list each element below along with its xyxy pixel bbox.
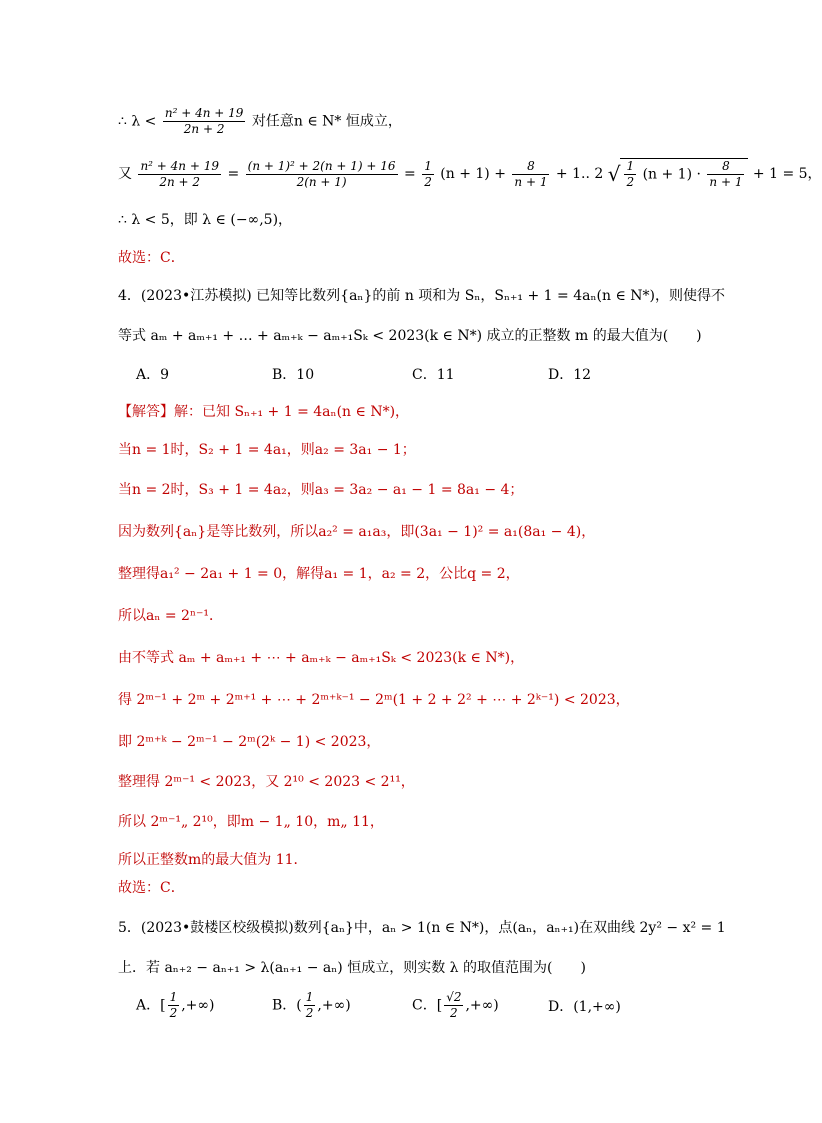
solution-line-8: 得 2ᵐ⁻¹ + 2ᵐ + 2ᵐ⁺¹ + ⋯ + 2ᵐ⁺ᵏ⁻¹ − 2ᵐ(1 + 2 + 2² + ⋯ + 2ᵏ⁻¹) < 2023， [118,692,630,708]
text: 又 [118,166,132,182]
solution-line-13: 故选：C． [118,880,185,896]
fraction: $\frac{8}{n + 1}$ [514,158,548,189]
sqrt-content: $\frac{1}{2}$ (n + 1) · $\frac{8}{n + 1}$ [620,158,748,190]
option-d: D．(1,+∞) [548,999,621,1015]
solution-line-9: 即 2ᵐ⁺ᵏ − 2ᵐ⁻¹ − 2ᵐ(2ᵏ − 1) < 2023， [118,734,381,750]
solution-line-1: 【解答】解：已知 Sₙ₊₁ + 1 = 4aₙ(n ∈ N*)， [118,404,410,420]
inequality-line [118,106,402,137]
denominator: 2n + 2 [183,122,225,136]
text: 对任意n ∈ N* 恒成立， [251,113,402,130]
solution-line-7: 由不等式 aₘ + aₘ₊₁ + ⋯ + aₘ₊ₖ − aₘ₊₁Sₖ < 2023(k ∈ N*)， [118,650,525,666]
option-c: C．11 [412,367,455,383]
solution-line-2: 当n = 1时，S₂ + 1 = 4a₁，则a₂ = 3a₁ − 1； [118,442,416,458]
question-4-line-2: 等式 aₘ + aₘ₊₁ + … + aₘ₊ₖ − aₘ₊₁Sₖ < 2023(k ∈ N*) 成立的正整数 m 的最大值为( ) [118,328,702,344]
option-c: C．[ $\frac{√2}{2}$ ,+∞) [412,990,499,1020]
fraction: $\frac{\text{(n + 1)² + 2(n + 1) + 16}}{2(n + 1)}$ [247,158,396,189]
equation-line: 又 $\frac{\text{n² + 4n + 19}}{2n + 2}$ = $\frac{\text{(n + 1)² + 2(n + 1) + 16}}{2(n + 1)}$ = $\frac{1}{2}$ (n + 1) + $\frac{8}{n + 1}$ + 1.. 2 √ $\frac{1}{2}$ (n + 1) · $\frac{8}{n + 1}$ + 1 = 5， [118,158,822,189]
solution-line-10: 整理得 2ᵐ⁻¹ < 2023，又 2¹⁰ < 2023 < 2¹¹， [118,774,415,790]
question-4-line-1: 4．(2023•江苏模拟) 已知等比数列{aₙ}的前 n 项和为 Sₙ，Sₙ₊₁ + 1 = 4aₙ(n ∈ N*)，则使得不 [118,288,725,304]
option-b: B．( $\frac{1}{2}$ ,+∞) [272,990,351,1020]
option-a: A．[ $\frac{1}{2}$ ,+∞) [136,990,215,1020]
fraction: $\frac{\text{n² + 4n + 19}}{2n + 2}$ [140,158,219,189]
solution-line-3: 当n = 2时，S₃ + 1 = 4a₂，则a₃ = 3a₂ − a₁ − 1 = 8a₁ − 4； [118,482,524,498]
conclusion-line: ∴ λ < 5，即 λ ∈ (−∞,5)， [118,212,293,228]
text: ∴ λ < [118,113,157,130]
solution-line-4: 因为数列{aₙ}是等比数列，所以a₂² = a₁a₃，即(3a₁ − 1)² = a₁(8a₁ − 4)， [118,524,596,540]
option-a: A．9 [136,367,170,383]
fraction [163,106,246,137]
solution-line-11: 所以 2ᵐ⁻¹„ 2¹⁰，即m − 1„ 10，m„ 11， [118,814,384,830]
option-d: D．12 [548,367,592,383]
fraction: $\frac{1}{2}$ [424,158,432,189]
numerator: n² + 4n + 19 [164,106,244,120]
solution-line-6: 所以aₙ = 2ⁿ⁻¹． [118,608,223,624]
solution-line-5: 整理得a₁² − 2a₁ + 1 = 0，解得a₁ = 1，a₂ = 2，公比q = 2， [118,566,520,582]
question-5-line-2: 上．若 aₙ₊₂ − aₙ₊₁ > λ(aₙ₊₁ − aₙ) 恒成立，则实数 λ 的取值范围为( ) [118,960,586,976]
sqrt-icon: √ [607,162,621,186]
solution-line-12: 所以正整数m的最大值为 11． [118,852,308,868]
question-5-line-1: 5．(2023•鼓楼区校级模拟)数列{aₙ}中，aₙ > 1(n ∈ N*)，点(aₙ，aₙ₊₁)在双曲线 2y² − x² = 1 [118,920,726,936]
answer-line: 故选：C． [118,250,185,266]
option-b: B．10 [272,367,315,383]
solution-tag: 【解答】 [118,404,174,420]
